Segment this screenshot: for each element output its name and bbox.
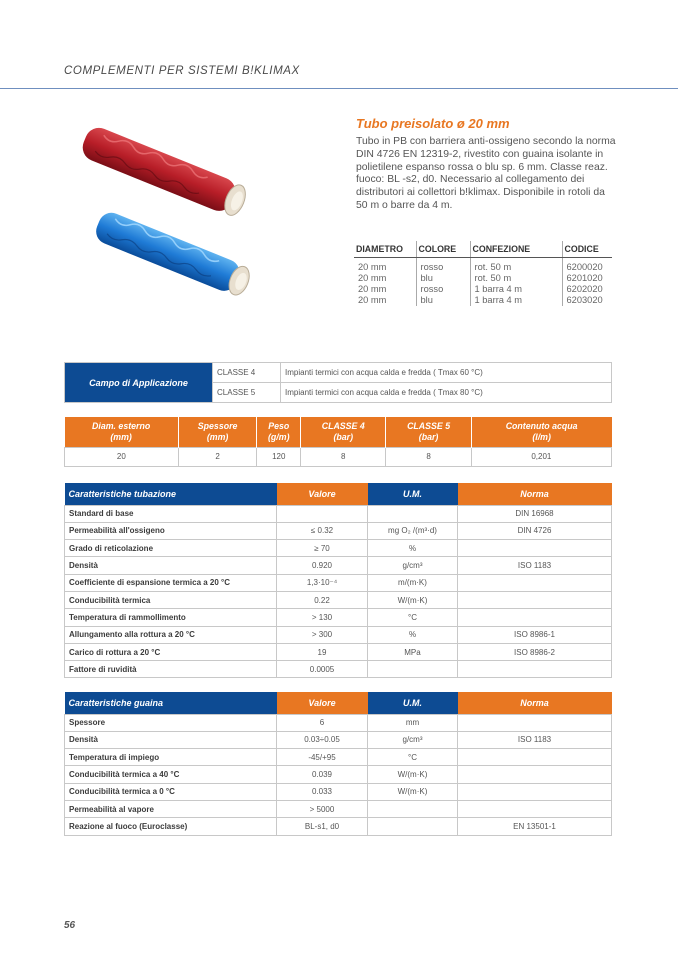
property-unit: MPa xyxy=(368,643,458,660)
table-row xyxy=(65,818,612,835)
spec-header-unit: (l/m) xyxy=(532,431,551,442)
property-norm xyxy=(458,591,612,608)
property-norm xyxy=(458,749,612,766)
spec-header-unit: (mm) xyxy=(206,431,229,442)
table-row xyxy=(65,731,612,748)
property-unit xyxy=(368,800,458,817)
tubazione-body xyxy=(65,505,612,678)
spec-header-unit: (bar) xyxy=(418,431,439,442)
order-header-confezione: CONFEZIONE xyxy=(470,241,562,258)
tubazione-header-norma: Norma xyxy=(458,483,612,505)
red-pipe xyxy=(78,124,249,220)
spec-header xyxy=(471,417,611,447)
application-class: CLASSE 5 xyxy=(213,383,281,403)
application-label: Campo di Applicazione xyxy=(65,363,213,403)
property-name: Reazione al fuoco (Euroclasse) xyxy=(65,818,277,835)
product-description: Tubo in PB con barriera anti-ossigeno secondo la norma DIN 4726 EN 12319-2, rivestito con guaina isolante in polietilene espanso rossa o blu sp. 6 mm. Classe reaz. fuoco: BL -s2, d0. Necessario al collegamento dei distributori ai collettori b!klimax. Disponibile in rotoli da 50 m o barre da 4 m. xyxy=(356,136,616,211)
application-class: CLASSE 4 xyxy=(213,363,281,383)
property-norm xyxy=(458,540,612,557)
table-row xyxy=(65,661,612,678)
order-cell: 20 mm xyxy=(354,284,416,295)
property-value: 0.0005 xyxy=(277,661,368,678)
property-value: 1,3·10⁻⁴ xyxy=(277,574,368,591)
property-unit: mg O₂ /(m³·d) xyxy=(368,522,458,539)
property-norm xyxy=(458,714,612,731)
property-norm xyxy=(458,800,612,817)
spec-value: 120 xyxy=(257,447,301,466)
spec-header-label: Contenuto acqua xyxy=(505,420,578,431)
tubazione-header-name: Caratteristiche tubazione xyxy=(65,483,277,505)
table-header-row xyxy=(65,417,612,447)
table-row xyxy=(65,540,612,557)
property-norm xyxy=(458,609,612,626)
table-row xyxy=(65,714,612,731)
property-norm xyxy=(458,783,612,800)
spec-value: 0,201 xyxy=(471,447,611,466)
property-name: Temperatura di impiego xyxy=(65,749,277,766)
property-norm: ISO 1183 xyxy=(458,731,612,748)
guaina-table xyxy=(64,692,612,836)
property-norm: ISO 8986-1 xyxy=(458,626,612,643)
property-value: 6 xyxy=(277,714,368,731)
property-name: Standard di base xyxy=(65,505,277,522)
property-name: Conducibilità termica a 0 °C xyxy=(65,783,277,800)
application-description: Impianti termici con acqua calda e fredda ( Tmax 60 °C) xyxy=(281,363,612,383)
order-header-diametro: DIAMETRO xyxy=(354,241,416,258)
page-header-title: COMPLEMENTI PER SISTEMI B!KLIMAX xyxy=(64,65,300,77)
property-norm: DIN 4726 xyxy=(458,522,612,539)
property-name: Grado di reticolazione xyxy=(65,540,277,557)
property-name: Carico di rottura a 20 °C xyxy=(65,643,277,660)
property-unit: g/cm³ xyxy=(368,731,458,748)
table-row xyxy=(354,258,612,274)
spec-header xyxy=(257,417,301,447)
property-norm: EN 13501-1 xyxy=(458,818,612,835)
table-row xyxy=(65,800,612,817)
order-header-codice: CODICE xyxy=(562,241,612,258)
property-name: Conducibilità termica xyxy=(65,591,277,608)
order-cell: rosso xyxy=(416,284,470,295)
order-cell: blu xyxy=(416,295,470,306)
table-row xyxy=(65,766,612,783)
table-row xyxy=(65,626,612,643)
spec-header xyxy=(178,417,257,447)
table-row xyxy=(354,284,612,295)
property-unit: W/(m·K) xyxy=(368,766,458,783)
property-value: > 5000 xyxy=(277,800,368,817)
property-value: ≤ 0.32 xyxy=(277,522,368,539)
product-title: Tubo preisolato ø 20 mm xyxy=(356,116,510,131)
order-table xyxy=(354,241,612,306)
blue-pipe xyxy=(92,209,253,299)
header-divider xyxy=(0,88,678,89)
property-value: BL-s1, d0 xyxy=(277,818,368,835)
table-row xyxy=(65,643,612,660)
property-unit: W/(m·K) xyxy=(368,783,458,800)
guaina-body xyxy=(65,714,612,835)
property-norm: DIN 16968 xyxy=(458,505,612,522)
table-row xyxy=(65,783,612,800)
property-name: Allungamento alla rottura a 20 °C xyxy=(65,626,277,643)
property-unit: g/cm³ xyxy=(368,557,458,574)
tubazione-header-valore: Valore xyxy=(277,483,368,505)
table-row xyxy=(65,447,612,466)
property-value: 0.039 xyxy=(277,766,368,783)
guaina-header-valore: Valore xyxy=(277,692,368,714)
property-name: Conducibilità termica a 40 °C xyxy=(65,766,277,783)
spec-value: 8 xyxy=(301,447,386,466)
property-name: Temperatura di rammollimento xyxy=(65,609,277,626)
order-cell: 6203020 xyxy=(566,295,603,305)
order-cell: 20 mm xyxy=(354,273,416,284)
property-value: > 300 xyxy=(277,626,368,643)
spec-header-label: Peso xyxy=(268,420,290,431)
property-norm xyxy=(458,574,612,591)
application-description: Impianti termici con acqua calda e fredda ( Tmax 80 °C) xyxy=(281,383,612,403)
table-row xyxy=(354,273,612,284)
property-value: 0.920 xyxy=(277,557,368,574)
order-cell: rot. 50 m xyxy=(470,258,562,274)
order-cell: 6200020 xyxy=(566,262,603,272)
spec-header-unit: (mm) xyxy=(110,431,132,442)
property-value: -45/+95 xyxy=(277,749,368,766)
spec-header-label: Diam. esterno xyxy=(92,420,151,431)
spec-header xyxy=(65,417,179,447)
guaina-header-um: U.M. xyxy=(368,692,458,714)
property-name: Permeabilità all'ossigeno xyxy=(65,522,277,539)
table-row xyxy=(65,557,612,574)
property-unit: °C xyxy=(368,749,458,766)
tubazione-table xyxy=(64,483,612,678)
table-row xyxy=(65,574,612,591)
pipe-product-image xyxy=(72,120,272,320)
spec-header-label: CLASSE 5 xyxy=(407,420,451,431)
tubazione-header-um: U.M. xyxy=(368,483,458,505)
spec-header xyxy=(301,417,386,447)
spec-value: 2 xyxy=(178,447,257,466)
order-cell: rot. 50 m xyxy=(470,273,562,284)
property-name: Densità xyxy=(65,557,277,574)
property-name: Coefficiente di espansione termica a 20 °C xyxy=(65,574,277,591)
property-norm xyxy=(458,661,612,678)
table-row xyxy=(65,591,612,608)
property-norm: ISO 1183 xyxy=(458,557,612,574)
spec-header-label: Spessore xyxy=(197,420,238,431)
property-unit xyxy=(368,818,458,835)
spec-table xyxy=(64,417,612,467)
property-norm: ISO 8986-2 xyxy=(458,643,612,660)
property-value: > 130 xyxy=(277,609,368,626)
spec-header-unit: (bar) xyxy=(333,431,354,442)
property-name: Fattore di ruvidità xyxy=(65,661,277,678)
order-cell: 20 mm xyxy=(354,295,416,306)
order-cell: 20 mm xyxy=(354,258,416,274)
order-cell: 1 barra 4 m xyxy=(470,284,562,295)
spec-header-unit: (g/m) xyxy=(268,431,290,442)
property-value: 19 xyxy=(277,643,368,660)
order-cell: blu xyxy=(416,273,470,284)
property-unit: W/(m·K) xyxy=(368,591,458,608)
table-header-row xyxy=(65,483,612,505)
spec-header-label: CLASSE 4 xyxy=(321,420,365,431)
property-unit: °C xyxy=(368,609,458,626)
property-unit xyxy=(368,661,458,678)
table-row xyxy=(65,749,612,766)
table-row xyxy=(65,505,612,522)
spec-value: 8 xyxy=(386,447,471,466)
property-value: 0.22 xyxy=(277,591,368,608)
table-row xyxy=(65,609,612,626)
property-name: Permeabilità al vapore xyxy=(65,800,277,817)
guaina-header-norma: Norma xyxy=(458,692,612,714)
order-cell: 1 barra 4 m xyxy=(470,295,562,306)
property-unit xyxy=(368,505,458,522)
table-row xyxy=(354,295,612,306)
table-row xyxy=(65,522,612,539)
guaina-header-name: Caratteristiche guaina xyxy=(65,692,277,714)
table-header-row xyxy=(65,692,612,714)
order-cell: 6202020 xyxy=(566,284,603,294)
property-value: 0.033 xyxy=(277,783,368,800)
property-name: Densità xyxy=(65,731,277,748)
order-cell: rosso xyxy=(416,258,470,274)
property-value xyxy=(277,505,368,522)
page-number: 56 xyxy=(64,920,76,931)
property-unit: % xyxy=(368,626,458,643)
application-table xyxy=(64,362,612,403)
property-value: ≥ 70 xyxy=(277,540,368,557)
spec-value: 20 xyxy=(65,447,179,466)
spec-header xyxy=(386,417,471,447)
property-value: 0.03÷0.05 xyxy=(277,731,368,748)
property-unit: m/(m·K) xyxy=(368,574,458,591)
property-unit: % xyxy=(368,540,458,557)
property-unit: mm xyxy=(368,714,458,731)
order-header-colore: COLORE xyxy=(416,241,470,258)
order-cell: 6201020 xyxy=(566,273,603,283)
property-norm xyxy=(458,766,612,783)
property-name: Spessore xyxy=(65,714,277,731)
table-row xyxy=(65,363,612,383)
